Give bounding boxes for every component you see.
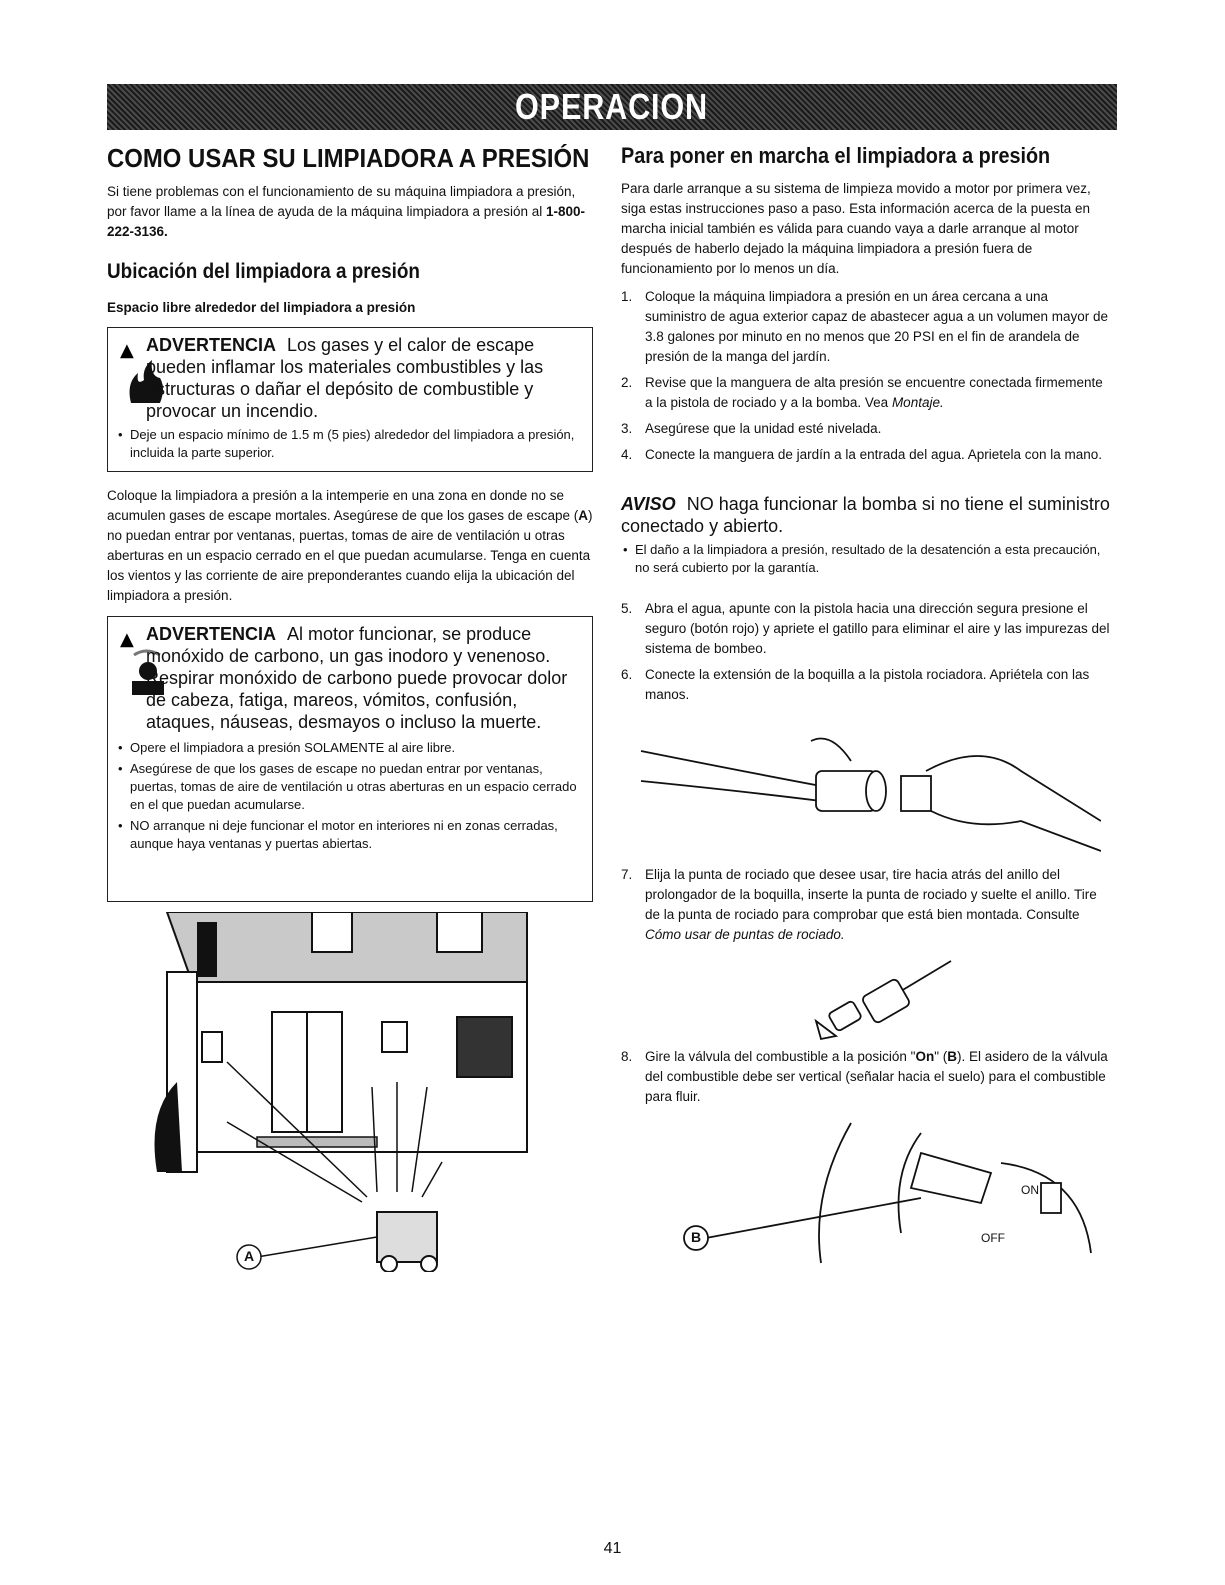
step-reference: Cómo usar de puntas de rociado. — [645, 927, 845, 942]
main-heading: COMO USAR SU LIMPIADORA A PRESIÓN — [107, 143, 590, 173]
fuel-valve-figure — [621, 1113, 1111, 1288]
warning-text: Los gases y el calor de escape pueden inflamar los materiales combustibles y las estructuras o dañar el depósito de combustible y provocar un incendio. — [146, 335, 544, 421]
house-illustration — [107, 912, 593, 1272]
svg-text:▲: ▲ — [120, 629, 134, 650]
placement-text-b: ) no puedan entrar por ventanas, puertas, tomas de aire de ventilación u otras aberturas en un espacio cerrado en el que puedan acumularse. Tenga en cuenta los vientos y las corriente de aire preponderantes cuando elija la ubicación del limpiadora a presión. — [107, 508, 593, 603]
step-text: Conecte la manguera de jardín a la entrada del agua. Aprietela con la mano. — [645, 447, 1103, 462]
warning-bullets — [116, 426, 584, 462]
valve-on-label: ON — [1021, 1183, 1039, 1197]
step-number: 7. — [621, 867, 633, 882]
label-b: B — [947, 1049, 957, 1064]
fire-warning-box — [107, 327, 593, 472]
on-position: On — [915, 1049, 935, 1064]
banner-title: OPERACION — [515, 86, 709, 127]
figure-label-b: B — [691, 1229, 702, 1245]
valve-off-label: OFF — [981, 1231, 1005, 1245]
step-number: 5. — [621, 601, 633, 616]
startup-intro: Para darle arranque a su sistema de limpieza movido a motor por primera vez, siga estas instrucciones paso a paso. Esta información acerca de la puesta en marcha inicial también es válida para cuando vaya a darle arranque al motor después de haberlo dejado la máquina limpiadora a presión fuera de funcionamiento por lo menos un día. — [621, 181, 1091, 276]
warning-title: ADVERTENCIA — [146, 335, 277, 355]
step-text: Asegúrese que la unidad esté nivelada. — [645, 421, 882, 436]
location-heading: Ubicación del limpiadora a presión — [107, 260, 420, 283]
aviso-text: NO haga funcionar la bomba si no tiene el suministro conectado y abierto. — [621, 494, 1110, 536]
step-number: 1. — [621, 289, 633, 304]
step-number: 4. — [621, 447, 633, 462]
co-warning-box — [107, 616, 593, 902]
step-item — [621, 1047, 1111, 1107]
intro-text: Si tiene problemas con el funcionamiento de su máquina limpiadora a presión, por favor llame a la línea de ayuda de la máquina limpiadora a presión al — [107, 184, 576, 219]
step-text: " ( — [934, 1049, 948, 1064]
warning-bullet: • Opere el limpiadora a presión SOLAMENTE al aire libre. — [116, 739, 584, 757]
aviso-tag: AVISO — [621, 494, 676, 514]
steps-list-a — [621, 287, 1111, 465]
step-text: Revise que la manguera de alta presión se encuentre conectada firmemente a la pistola de rociado y a la bomba. Vea — [645, 375, 1103, 410]
section-banner — [107, 84, 1117, 130]
nozzle-extension-illustration — [621, 711, 1101, 861]
step-reference: Montaje. — [891, 395, 944, 410]
steps-list-b — [621, 599, 1111, 705]
step-item — [621, 445, 1111, 465]
aviso-bullets — [621, 541, 1111, 577]
step-number: 6. — [621, 667, 633, 682]
step-number: 3. — [621, 421, 633, 436]
figure-label-a: A — [244, 1248, 255, 1264]
step-item — [621, 665, 1111, 705]
warning-text: Al motor funcionar, se produce monóxido de carbono, un gas inodoro y venenoso. Respirar monóxido de carbono puede provocar dolor de cabeza, fatiga, mareos, vómitos, confusión, ataques, náuseas, desmayos o incluso la muerte. — [146, 624, 568, 732]
warning-bullet: • Asegúrese de que los gases de escape no puedan entrar por ventanas, puertas, tomas de aire de ventilación u otras aberturas en un espacio cerrado en el que puedan acumularse. — [116, 760, 584, 814]
intro-paragraph — [107, 182, 593, 242]
warning-title: ADVERTENCIA — [146, 624, 277, 644]
step-text: Conecte la extensión de la boquilla a la pistola rociadora. Apriétela con las manos. — [645, 667, 1090, 702]
step-text: ). El asidero de la válvula del combustible debe ser vertical (señalar hacia el suelo) para el combustible para fluir. — [645, 1049, 1108, 1104]
svg-text:▲: ▲ — [120, 340, 134, 361]
aviso-notice — [621, 493, 1111, 577]
step-item — [621, 373, 1111, 413]
step-text-wrap — [645, 865, 1111, 945]
step-item — [621, 599, 1111, 659]
step-text: Elija la punta de rociado que desee usar, tire hacia atrás del anillo del prolongador de la boquilla, inserte la punta de rociado y suelte el anillo. Tire de la punta de rociado para comprobar que está bien montada. Consulte — [645, 867, 1097, 922]
step-text: Coloque la máquina limpiadora a presión en un área cercana a una suministro de agua exterior capaz de abastecer agua a un volumen mayor de 3.8 galones por minuto en no menos que 20 PSI en el fin de arandela de presión de la manga del jardín. — [645, 289, 1109, 364]
step-number: 8. — [621, 1049, 633, 1064]
step-text: Abra el agua, apunte con la pistola hacia una dirección segura presione el seguro (botón rojo) y apriete el gatillo para eliminar el aire y las impurezas del sistema de bombeo. — [645, 601, 1110, 656]
step-item — [621, 419, 1111, 439]
helpline-phone: 1-800-222-3136. — [107, 204, 586, 239]
house-placement-illustration — [107, 912, 537, 1272]
clearance-heading: Espacio libre alrededor del limpiadora a presión — [107, 300, 416, 315]
left-column — [107, 143, 593, 1272]
fuel-valve-illustration — [621, 1113, 1101, 1288]
step-text: Gire la válvula del combustible a la posición " — [645, 1049, 916, 1064]
spray-tip-illustration — [621, 951, 1101, 1041]
placement-label-a: A — [578, 508, 589, 523]
step-text-wrap — [645, 1047, 1111, 1107]
step-number: 2. — [621, 375, 633, 390]
warning-bullets — [116, 739, 584, 853]
page-number: 41 — [603, 1540, 622, 1557]
placement-text-a: Coloque la limpiadora a presión a la intemperie en una zona en donde no se acumulen gases de escape mortales. Asegúrese de que los gases de escape ( — [107, 488, 579, 523]
step-item — [621, 865, 1111, 945]
placement-paragraph — [107, 486, 593, 606]
warning-bullet: • Deje un espacio mínimo de 1.5 m (5 pies) alrededor del limpiadora a presión, incluida la parte superior. — [116, 426, 584, 462]
aviso-bullet: • El daño a la limpiadora a presión, resultado de la desatención a esta precaución, no será cubierto por la garantía. — [621, 541, 1111, 577]
startup-heading: Para poner en marcha el limpiadora a presión — [621, 143, 1051, 168]
step-item — [621, 287, 1111, 367]
step-text-wrap — [645, 373, 1111, 413]
warning-bullet: • NO arranque ni deje funcionar el motor en interiores ni en zonas cerradas, aunque haya ventanas y puertas abiertas. — [116, 817, 584, 853]
right-column — [621, 143, 1111, 1288]
